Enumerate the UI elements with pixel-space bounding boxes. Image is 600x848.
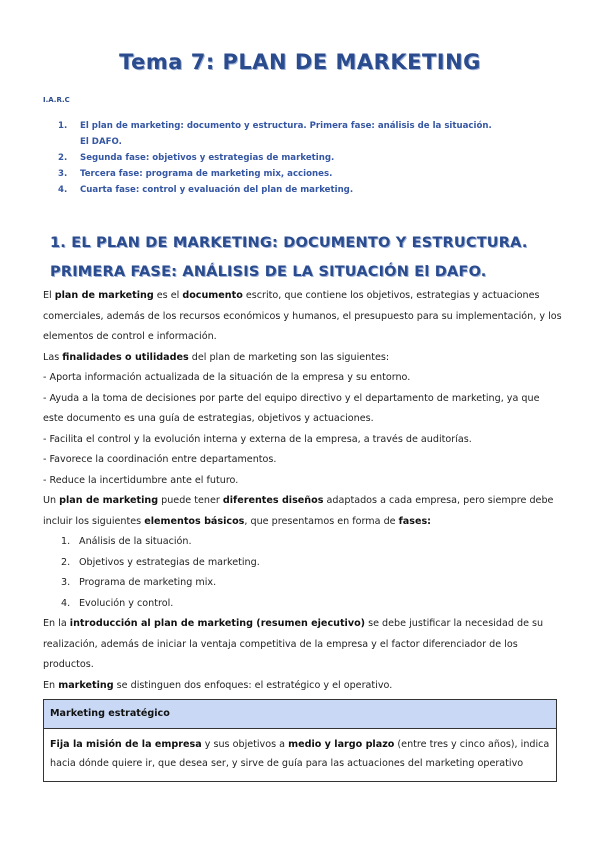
marketing-estrategico-table	[43, 699, 557, 782]
bullet-item: - Favorece la coordinación entre departamentos.	[43, 454, 277, 465]
table-header: Marketing estratégico	[44, 700, 556, 729]
toc-item: 3. Tercera fase: programa de marketing mix, acciones.	[58, 169, 333, 179]
paragraph-definition: El plan de marketing es el documento escrito, que contiene los objetivos, estrategias y actuaciones comerciales, además de los recursos económicos y humanos, el presupuesto para su implementación, y los elementos de control e información.	[43, 290, 562, 342]
table-cell: Fija la misión de la empresa y sus objetivos a medio y largo plazo (entre tres y cinco años), indica hacia dónde quiere ir, que desea ser, y sirve de guía para las actuaciones del marketing operativo	[50, 739, 550, 769]
bullet-item: - Facilita el control y la evolución interna y externa de la empresa, a través de auditorías.	[43, 433, 472, 445]
toc-item: 2. Segunda fase: objetivos y estrategias de marketing.	[58, 153, 335, 163]
table-of-contents	[58, 118, 568, 198]
phase-item: 1. Análisis de la situación.	[61, 536, 192, 547]
paragraph-introduccion: En la introducción al plan de marketing (resumen ejecutivo) se debe justificar la necesidad de su realización, además de iniciar la ventaja competitiva de la empresa y el factor diferenciador de los productos.	[43, 618, 544, 670]
page-title: Tema 7: PLAN DE MARKETING	[119, 50, 481, 74]
bullet-item: - Aporta información actualizada de la situación de la empresa y su entorno.	[43, 372, 411, 383]
section-heading	[50, 229, 570, 287]
bullet-item: - Reduce la incertidumbre ante el futuro.	[43, 474, 239, 486]
section-heading-line: PRIMERA FASE: ANÁLISIS DE LA SITUACIÓN El DAFO.	[50, 264, 487, 280]
toc-item: 1. El plan de marketing: documento y estructura. Primera fase: análisis de la situación.	[58, 121, 492, 131]
section-heading-line: 1. EL PLAN DE MARKETING: DOCUMENTO Y ESTRUCTURA.	[50, 235, 528, 251]
toc-item: El DAFO.	[80, 137, 122, 147]
phases-list	[43, 532, 563, 614]
bullet-item: - Ayuda a la toma de decisiones por parte del equipo directivo y el departamento de marketing, ya que este documento es una guía de estrategias, objetivos y actuaciones.	[43, 392, 540, 424]
author-label: I.A.R.C	[43, 96, 70, 104]
phase-item: 4. Evolución y control.	[61, 597, 174, 609]
phase-item: 2. Objetivos y estrategias de marketing.	[61, 556, 260, 568]
paragraph-finalidades: Las finalidades o utilidades del plan de marketing son las siguientes:	[43, 351, 390, 363]
section-body	[43, 286, 563, 696]
paragraph-disenos: Un plan de marketing puede tener diferentes diseños adaptados a cada empresa, pero siempre debe incluir los siguientes elementos básicos, que presentamos en forma de fases:	[43, 495, 554, 527]
paragraph-enfoques: En marketing se distinguen dos enfoques: el estratégico y el operativo.	[43, 679, 393, 691]
phase-item: 3. Programa de marketing mix.	[61, 577, 217, 588]
toc-item: 4. Cuarta fase: control y evaluación del plan de marketing.	[58, 185, 354, 195]
